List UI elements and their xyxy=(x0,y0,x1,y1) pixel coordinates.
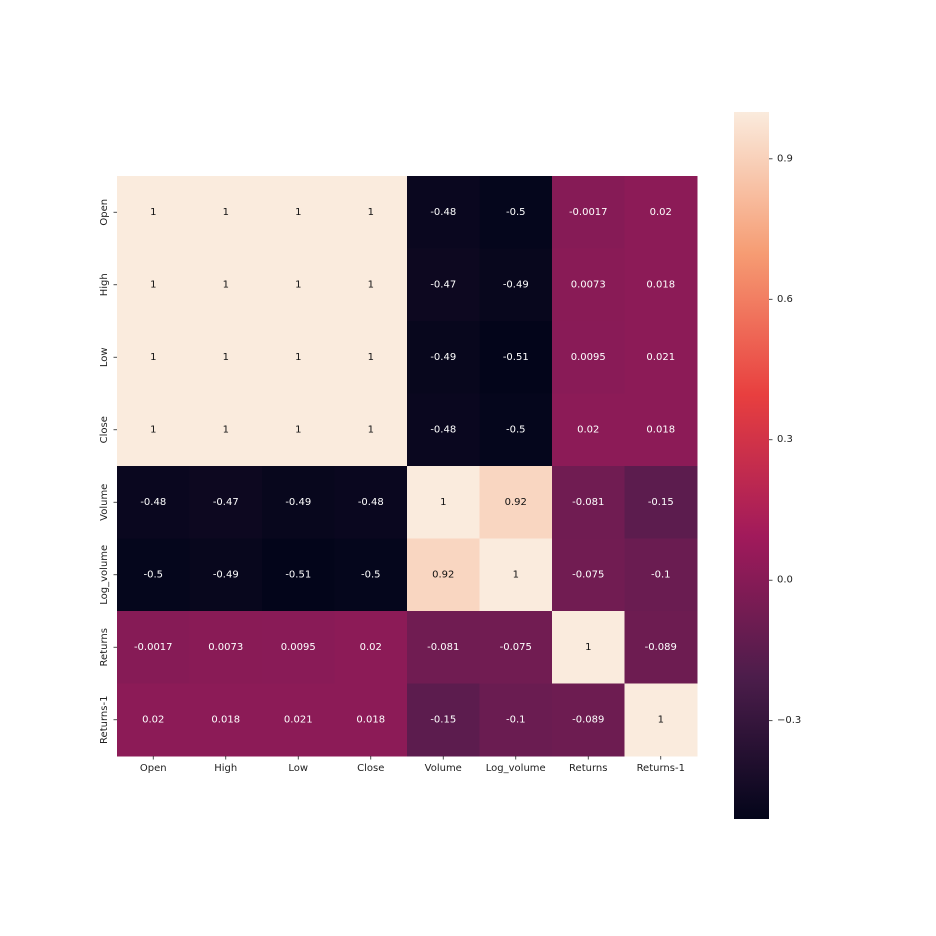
cell-annotation: 0.92 xyxy=(432,569,455,581)
cell-annotation: 1 xyxy=(150,279,157,291)
y-tick-label: High xyxy=(99,273,110,297)
cell-annotation: 0.02 xyxy=(649,206,672,218)
cell-annotation: 0.018 xyxy=(646,424,676,436)
colorbar-tick-label: 0.6 xyxy=(777,293,793,305)
cell-annotation: -0.5 xyxy=(360,569,381,581)
x-tick-label: Open xyxy=(139,763,167,774)
cell-annotation: 0.018 xyxy=(211,714,241,726)
y-tick-label: Close xyxy=(99,416,110,444)
cell-annotation: 0.02 xyxy=(359,641,382,653)
colorbar-gradient xyxy=(734,112,769,819)
cell-annotation: -0.48 xyxy=(430,206,457,218)
colorbar xyxy=(734,112,801,819)
cell-annotation: 1 xyxy=(295,279,302,291)
cell-annotation: 1 xyxy=(367,424,374,436)
cell-annotation: -0.5 xyxy=(143,569,164,581)
cell-annotation: 0.02 xyxy=(142,714,165,726)
colorbar-tick-label: 0.3 xyxy=(777,434,793,446)
cell-annotation: -0.15 xyxy=(647,496,674,508)
cell-annotation: -0.49 xyxy=(212,569,239,581)
cell-annotation: -0.49 xyxy=(285,496,312,508)
cell-annotation: -0.089 xyxy=(644,641,677,653)
cell-annotation: -0.51 xyxy=(285,569,312,581)
cell-annotation: 1 xyxy=(222,424,229,436)
cell-annotation: 1 xyxy=(367,351,374,363)
y-tick-label: Returns xyxy=(99,628,110,667)
y-axis-ticks xyxy=(99,199,117,744)
cell-annotation: 1 xyxy=(440,496,447,508)
cell-annotation: -0.49 xyxy=(430,351,457,363)
cell-annotation: 1 xyxy=(222,279,229,291)
cell-annotation: -0.075 xyxy=(572,569,605,581)
cell-annotation: 0.02 xyxy=(577,424,600,436)
cell-annotation: -0.075 xyxy=(499,641,532,653)
cell-annotation: 0.0073 xyxy=(208,641,244,653)
cell-annotation: 1 xyxy=(295,424,302,436)
cell-annotation: -0.0017 xyxy=(133,641,173,653)
x-tick-label: Returns-1 xyxy=(636,763,685,774)
colorbar-tick-label: 0.0 xyxy=(777,574,793,586)
cell-annotation: -0.49 xyxy=(502,279,529,291)
x-axis-ticks xyxy=(140,756,685,774)
cell-annotation: 1 xyxy=(150,206,157,218)
cell-annotation: 1 xyxy=(295,206,302,218)
cell-annotation: 1 xyxy=(222,206,229,218)
colorbar-tick-label: 0.9 xyxy=(777,153,793,165)
colorbar-ticks xyxy=(769,153,801,726)
cell-annotation: -0.47 xyxy=(212,496,239,508)
x-tick-label: Close xyxy=(357,763,385,774)
cell-annotation: 1 xyxy=(150,424,157,436)
cell-annotation: 0.92 xyxy=(504,496,527,508)
cell-annotation: 1 xyxy=(222,351,229,363)
cell-annotation: -0.081 xyxy=(427,641,460,653)
heatmap-cells xyxy=(117,176,698,757)
cell-annotation: 1 xyxy=(657,714,664,726)
cell-annotation: 0.021 xyxy=(646,351,676,363)
cell-annotation: 0.0095 xyxy=(280,641,316,653)
cell-annotation: 1 xyxy=(367,206,374,218)
cell-annotation: -0.1 xyxy=(650,569,671,581)
cell-annotation: 0.0095 xyxy=(570,351,606,363)
cell-annotation: -0.081 xyxy=(572,496,605,508)
cell-annotation: -0.51 xyxy=(502,351,529,363)
cell-annotation: -0.48 xyxy=(430,424,457,436)
colorbar-tick-label: −0.3 xyxy=(777,715,802,727)
y-tick-label: Returns-1 xyxy=(99,695,110,744)
cell-annotation: -0.48 xyxy=(357,496,384,508)
y-tick-label: Volume xyxy=(99,483,110,521)
cell-annotation: 0.018 xyxy=(646,279,676,291)
cell-annotation: -0.48 xyxy=(140,496,167,508)
cell-annotation: 1 xyxy=(512,569,519,581)
cell-annotation: 0.018 xyxy=(356,714,386,726)
cell-annotation: -0.0017 xyxy=(568,206,608,218)
cell-annotation: 0.021 xyxy=(283,714,313,726)
y-tick-label: Open xyxy=(99,198,110,226)
cell-annotation: -0.15 xyxy=(430,714,457,726)
x-tick-label: High xyxy=(214,763,238,774)
cell-annotation: 1 xyxy=(585,641,592,653)
cell-annotation: -0.5 xyxy=(505,206,526,218)
y-tick-label: Low xyxy=(99,347,110,368)
cell-annotation: -0.089 xyxy=(572,714,605,726)
cell-annotation: 1 xyxy=(150,351,157,363)
cell-annotation: -0.5 xyxy=(505,424,526,436)
x-tick-label: Low xyxy=(288,763,309,774)
cell-annotation: -0.1 xyxy=(505,714,526,726)
x-tick-label: Returns xyxy=(569,763,608,774)
cell-annotation: 0.0073 xyxy=(570,279,606,291)
x-tick-label: Log_volume xyxy=(485,763,546,774)
cell-annotation: 1 xyxy=(295,351,302,363)
cell-annotation: -0.47 xyxy=(430,279,457,291)
cell-annotation: 1 xyxy=(367,279,374,291)
x-tick-label: Volume xyxy=(424,763,462,774)
y-tick-label: Log_volume xyxy=(99,544,110,605)
